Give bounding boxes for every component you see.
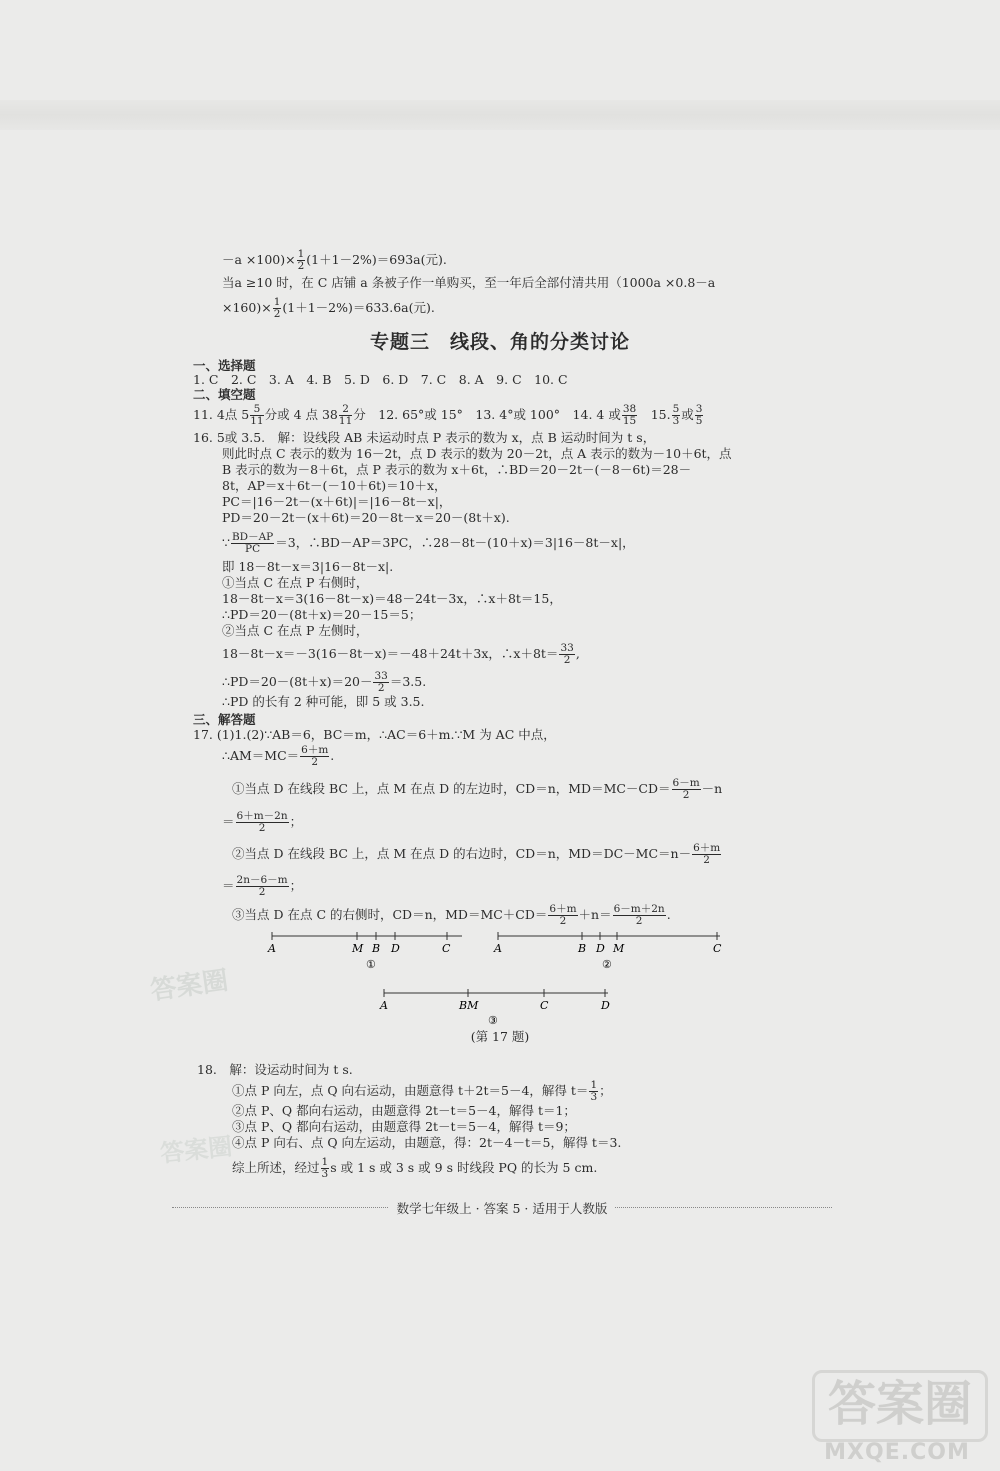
q18-line: ④点 P 向右、点 Q 向左运动，由题意，得：2t－4－t＝5，解得 t＝3. <box>232 1135 622 1150</box>
watermark-stamp: 答案圈 <box>148 965 231 1007</box>
point-label: A <box>494 942 502 955</box>
scan-shadow-band <box>0 100 1000 130</box>
q16-line: B 表示的数为－8＋6t，点 P 表示的数为 x＋6t，∴BD＝20－2t－(－8－6t)＝28－ <box>222 462 692 477</box>
top-line-3: ×160)× $\frac{1}{2}$ (1＋1－2%)＝633.6a(元). <box>222 296 435 320</box>
q16-line: ∴PD＝20－(8t＋x)＝20－ $\frac{33}{2}$ ＝3.5. <box>222 670 427 694</box>
figure-marker: ① <box>366 958 376 970</box>
logo-url: MXQE.COM <box>824 1440 970 1465</box>
top-line-2: 当a ≥10 时，在 C 店铺 a 条被子作一单购买，至一年后全部付清共用（1000a ×0.8－a <box>222 275 716 290</box>
logo-text: 答案圈 <box>812 1370 988 1442</box>
q16-line: 即 18－8t－x＝3|16－8t－x|. <box>222 559 394 574</box>
fraction: $\frac{1}{2}$ <box>297 248 305 272</box>
fraction: $\frac{1}{2}$ <box>273 296 281 320</box>
section-solve: 三、解答题 <box>193 712 256 727</box>
point-label: M <box>613 942 625 955</box>
page-title: 专题三 线段、角的分类讨论 <box>369 331 630 353</box>
q16-line: PD＝20－2t－(x＋6t)＝20－8t－x＝20－(8t＋x). <box>222 510 510 525</box>
point-label: A <box>380 999 388 1012</box>
q16-line: 18－8t－x＝－3(16－8t－x)＝－48＋24t＋3x，∴x＋8t＝ $\frac{33}{2}$ , <box>222 642 580 666</box>
figure-marker: ② <box>602 958 612 970</box>
point-label: D <box>391 942 400 955</box>
q16-line: ∴PD＝20－(8t＋x)＝20－15＝5； <box>222 607 422 622</box>
q16-line: ∴PD 的长有 2 种可能，即 5 或 3.5. <box>222 694 425 709</box>
point-label: A <box>268 942 276 955</box>
q17-line: ＝ $\frac{2n-6-m}{2}$ ； <box>222 874 303 898</box>
q18-line: 18. 解：设运动时间为 t s. <box>197 1062 353 1077</box>
point-label: C <box>540 999 549 1012</box>
q18-line: ③点 P、Q 都向右运动，由题意得 2t－t＝5－4，解得 t＝9； <box>232 1119 576 1134</box>
section-choice: 一、选择题 <box>193 358 256 373</box>
q16-line: 8t，AP＝x＋6t－(－10＋6t)＝10＋x， <box>222 478 447 493</box>
top-line-1: －a ×100)× $\frac{1}{2}$ (1＋1－2%)＝693a(元). <box>222 248 447 272</box>
point-label: BM <box>459 999 479 1012</box>
q16-line: ②当点 C 在点 P 左侧时， <box>222 623 369 638</box>
choice-answers: 1. C 2. C 3. A 4. B 5. D 6. D 7. C 8. A 9. C 10. C <box>193 372 568 387</box>
q17-line: ∴AM＝MC＝ $\frac{6+m}{2}$ . <box>222 744 335 768</box>
page-footer <box>172 1199 832 1215</box>
point-label: D <box>601 999 610 1012</box>
section-fill: 二、填空题 <box>193 387 256 402</box>
figure-marker: ③ <box>488 1014 498 1027</box>
q16-line: 则此时点 C 表示的数为 16－2t，点 D 表示的数为 20－2t，点 A 表示的数为－10＋6t，点 <box>222 446 732 461</box>
q16-line: ∵ $\frac{BD-AP}{PC}$ ＝3，∴BD－AP＝3PC，∴28－8t－(10＋x)＝3|16－8t－x|， <box>222 531 635 555</box>
figure-17-3 <box>376 987 626 1027</box>
point-label: M <box>352 942 364 955</box>
point-label: B <box>578 942 587 955</box>
point-label: D <box>596 942 605 955</box>
q16-line: ①当点 C 在点 P 右侧时， <box>222 575 369 590</box>
q17-line: ③当点 D 在点 C 的右侧时，CD＝n，MD＝MC＋CD＝ $\frac{6+m}{2}$ ＋n＝ $\frac{6-m+2n}{2}$ . <box>232 903 671 927</box>
point-label: B <box>372 942 381 955</box>
watermark-logo <box>812 1370 982 1468</box>
point-label: C <box>713 942 722 955</box>
q16-line: 16. 5或 3.5. 解：设线段 AB 未运动时点 P 表示的数为 x，点 B 运动时间为 t s， <box>193 430 656 445</box>
figure-17-1-2 <box>262 928 742 970</box>
figure-caption: (第 17 题) <box>470 1029 530 1044</box>
q18-line: ①点 P 向左，点 Q 向右运动，由题意得 t＋2t＝5－4，解得 t＝ $\frac{1}{3}$ ； <box>232 1079 612 1103</box>
q18-line: 综上所述，经过 $\frac{1}{3}$ s 或 1 s 或 3 s 或 9 s 时线段 PQ 的长为 5 cm. <box>232 1156 598 1180</box>
q17-line: ＝ $\frac{6+m-2n}{2}$ ； <box>222 810 303 834</box>
q16-line: PC＝|16－2t－(x＋6t)|＝|16－8t－x|， <box>222 494 452 509</box>
footer-text: 数学七年级上 · 答案 5 · 适用于人教版 <box>389 1201 616 1216</box>
watermark-stamp: 答案圈 <box>158 1131 234 1168</box>
q18-line: ②点 P、Q 都向右运动，由题意得 2t－t＝5－4，解得 t＝1； <box>232 1103 576 1118</box>
q17-line: 17. (1)1.(2)∵AB＝6，BC＝m，∴AC＝6＋m.∵M 为 AC 中点， <box>193 727 556 742</box>
q16-line: 18－8t－x＝3(16－8t－x)＝48－24t－3x，∴x＋8t＝15， <box>222 591 562 606</box>
point-label: C <box>442 942 451 955</box>
q11-answers: 11. 4点 5 $\frac{5}{11}$ 分或 4 点 38 $\frac{2}{11}$ 分 12. 65°或 15° 13. 4°或 100° 14. 4 或 $\frac{38}{15}$ 15. $\frac{5}{3}$ 或 $\frac{3}{5}$ <box>193 403 703 427</box>
q17-line: ②当点 D 在线段 BC 上，点 M 在点 D 的右边时，CD＝n，MD＝DC－MC＝n－ $\frac{6+m}{2}$ <box>232 842 721 866</box>
q17-line: ①当点 D 在线段 BC 上，点 M 在点 D 的左边时，CD＝n，MD＝MC－CD＝ $\frac{6-m}{2}$ －n <box>232 777 723 801</box>
